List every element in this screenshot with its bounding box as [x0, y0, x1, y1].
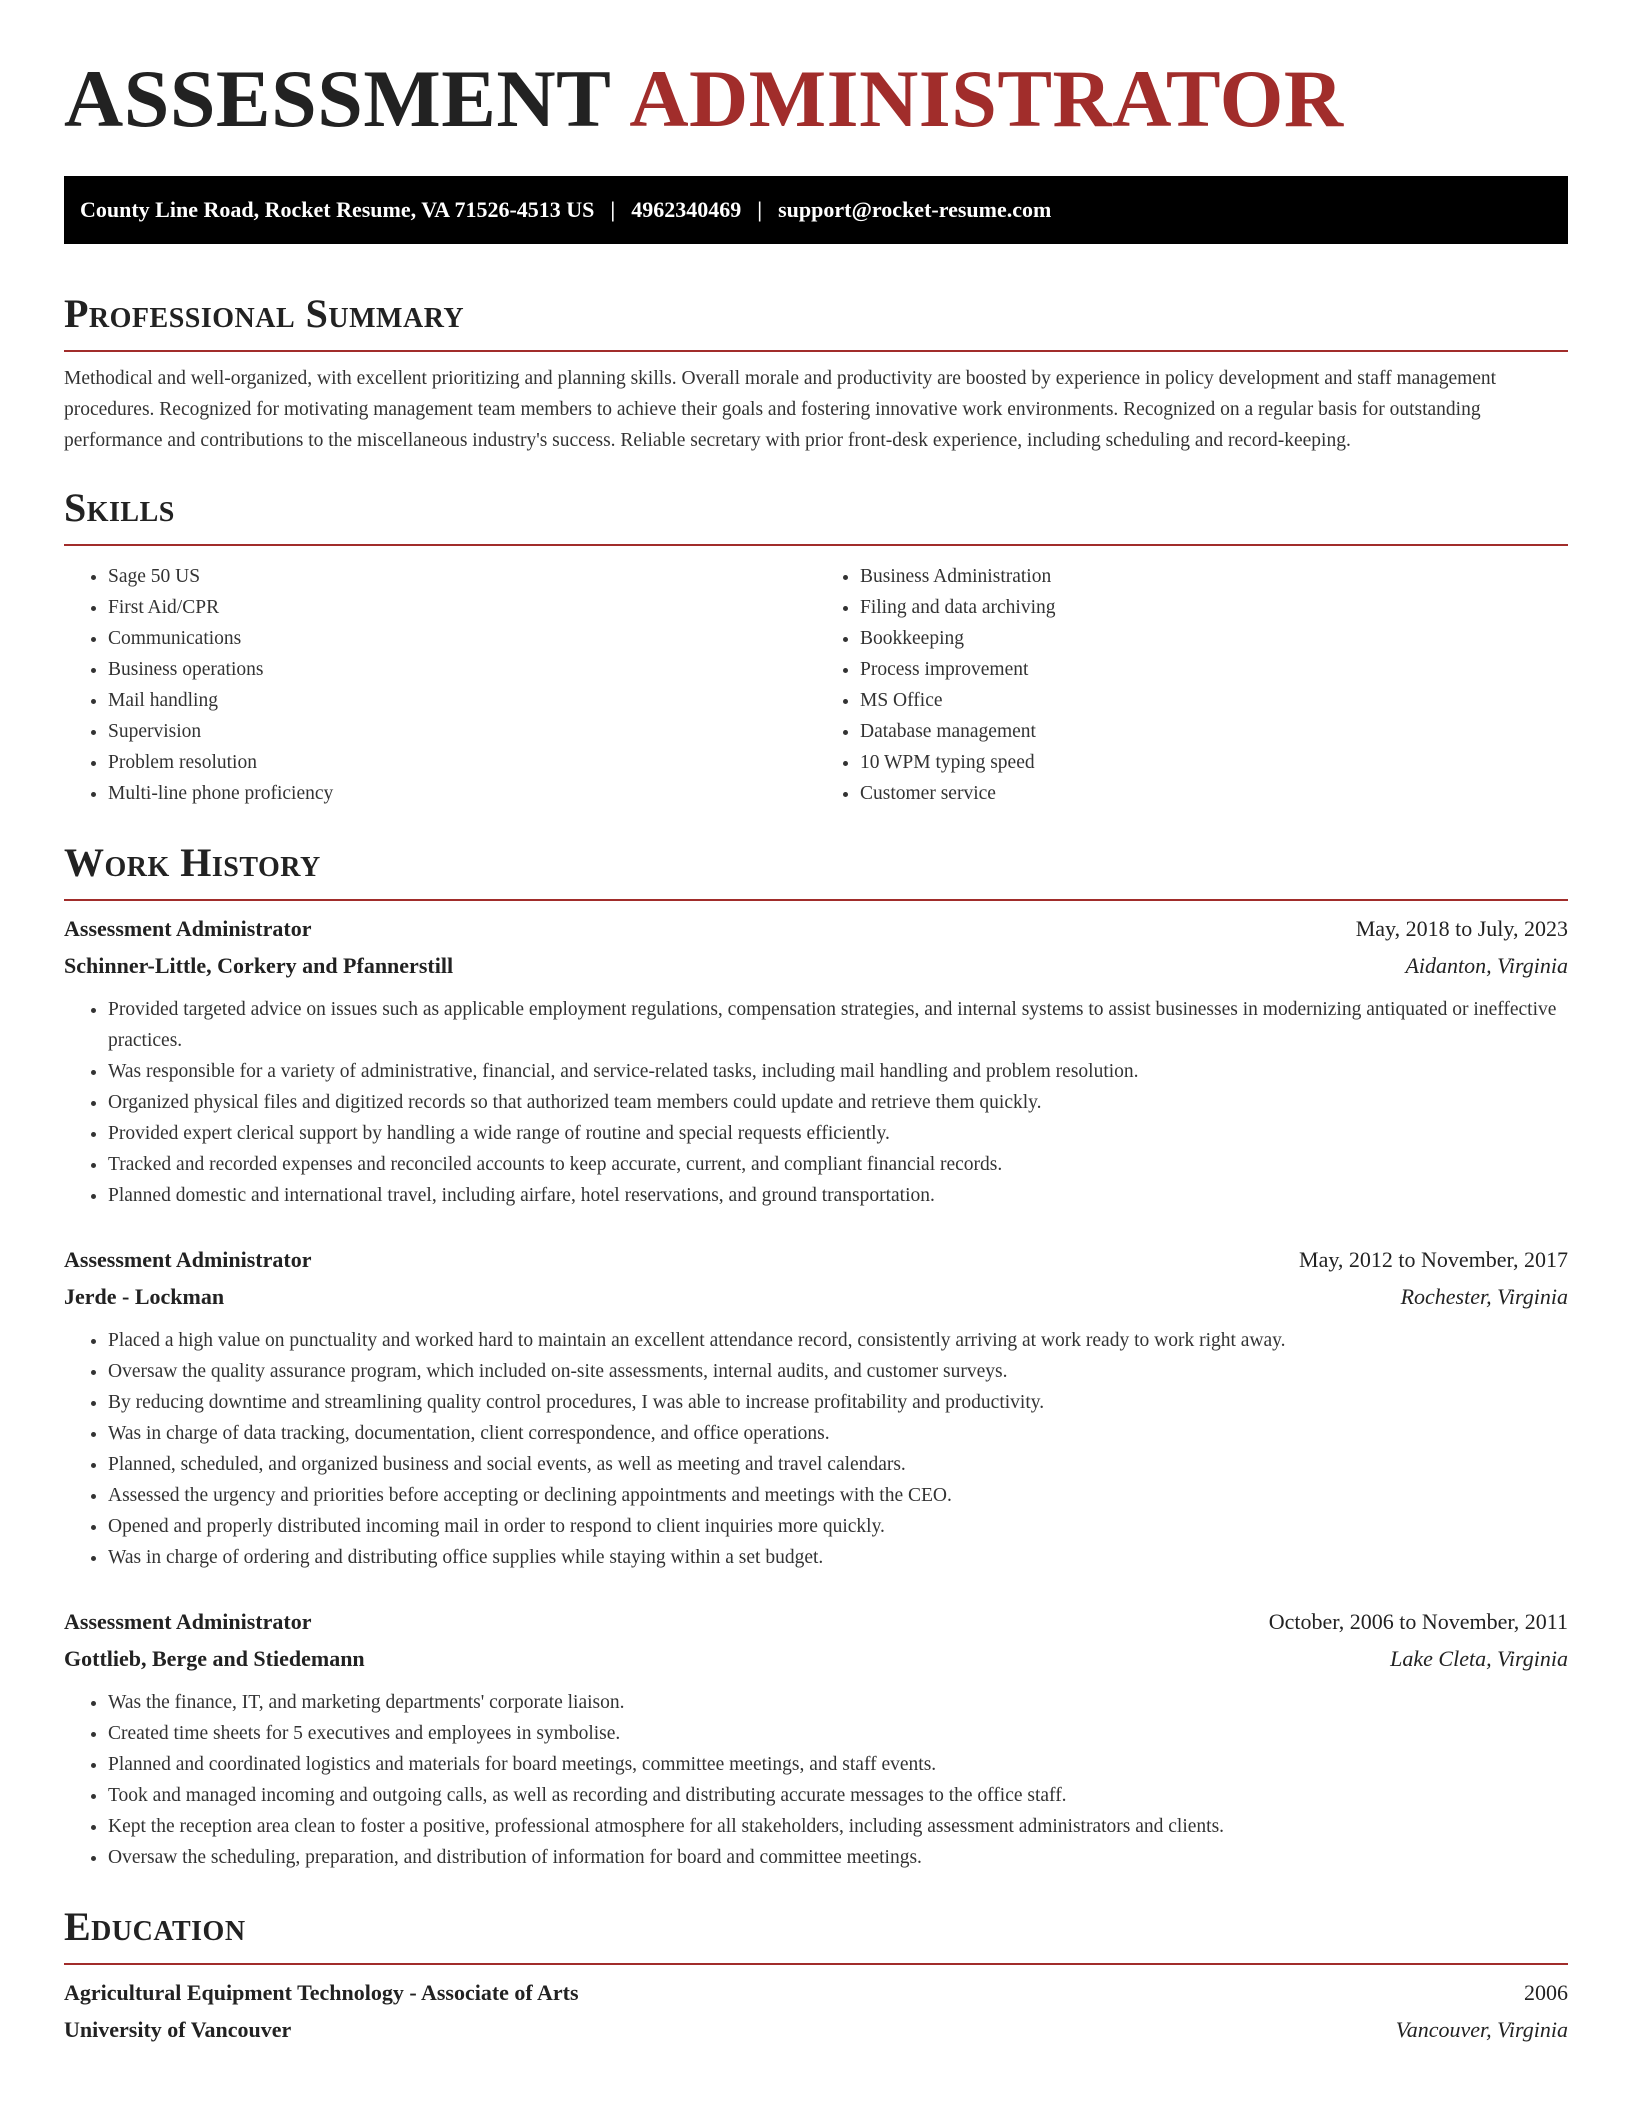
education-entry	[64, 1980, 1568, 2043]
job-duty: • Planned and coordinated logistics and materials for board meetings, committee meetings, and staff events.	[108, 1749, 1568, 1780]
job-company: Gottlieb, Berge and Stiedemann	[64, 1646, 365, 1671]
job-duty: • Oversaw the quality assurance program, which included on-site assessments, internal audits, and customer surveys.	[108, 1356, 1568, 1387]
education-divider	[64, 1963, 1568, 1965]
candidate-name	[64, 0, 1568, 176]
job-duties	[64, 994, 1568, 1211]
job-duties	[64, 1325, 1568, 1573]
skill-item: • Database management	[860, 716, 1568, 747]
job-company: Schinner-Little, Corkery and Pfannerstill	[64, 953, 454, 978]
skills-heading: Skills	[64, 485, 175, 530]
job-entry	[64, 916, 1568, 1211]
skills-column-right	[816, 561, 1568, 809]
job-title: Assessment Administrator	[64, 1609, 312, 1634]
job-duty: • Assessed the urgency and priorities before accepting or declining appointments and meetings with the CEO.	[108, 1480, 1568, 1511]
job-title: Assessment Administrator	[64, 1247, 312, 1272]
education-degree: Agricultural Equipment Technology - Associate of Arts	[64, 1980, 579, 2005]
skill-item: • Sage 50 US	[108, 561, 816, 592]
contact-email: support@rocket-resume.com	[778, 197, 1052, 222]
job-location: Rochester, Virginia	[1400, 1284, 1568, 1309]
job-duty: • Opened and properly distributed incoming mail in order to respond to client inquiries more quickly.	[108, 1511, 1568, 1542]
name-last: ADMINISTRATOR	[629, 53, 1344, 144]
job-duty: • Provided targeted advice on issues such as applicable employment regulations, compensation strategies, and internal systems to assist businesses in modernizing antiquated or ineffective practices.	[108, 994, 1568, 1056]
job-entry	[64, 1609, 1568, 1873]
job-subheader	[64, 953, 1568, 979]
work-divider	[64, 899, 1568, 901]
name-first: ASSESSMENT	[64, 53, 612, 144]
job-entry	[64, 1247, 1568, 1573]
job-subheader	[64, 1646, 1568, 1672]
skills-divider	[64, 544, 1568, 546]
contact-separator: |	[610, 197, 616, 222]
skill-item: • Process improvement	[860, 654, 1568, 685]
skill-item: • First Aid/CPR	[108, 592, 816, 623]
job-duty: • Was in charge of data tracking, documentation, client correspondence, and office operations.	[108, 1418, 1568, 1449]
skill-item: • Business operations	[108, 654, 816, 685]
job-company: Jerde - Lockman	[64, 1284, 225, 1309]
contact-phone: 4962340469	[631, 197, 742, 222]
education-location: Vancouver, Virginia	[1395, 2017, 1568, 2042]
job-duty: • Was the finance, IT, and marketing departments' corporate liaison.	[108, 1687, 1568, 1718]
job-duty: • Provided expert clerical support by handling a wide range of routine and special requests efficiently.	[108, 1118, 1568, 1149]
job-duty: • By reducing downtime and streamlining quality control procedures, I was able to increase profitability and productivity.	[108, 1387, 1568, 1418]
summary-text: Methodical and well-organized, with excellent prioritizing and planning skills. Overall morale and productivity are boosted by experience in policy development and staff management procedures. Recognized for motivating management team members to achieve their goals and fostering innovative work environments. Recognized on a regular basis for outstanding performance and contributions to the miscellaneous industry's success. Reliable secretary with prior front-desk experience, including scheduling and record-keeping.	[64, 368, 1497, 451]
skills-column-left	[64, 561, 816, 809]
job-dates: October, 2006 to November, 2011	[1268, 1609, 1568, 1634]
job-title: Assessment Administrator	[64, 916, 312, 941]
skill-item: • Communications	[108, 623, 816, 654]
skill-item: • MS Office	[860, 685, 1568, 716]
job-duty: • Organized physical files and digitized records so that authorized team members could update and retrieve them quickly.	[108, 1087, 1568, 1118]
summary-divider	[64, 350, 1568, 352]
job-duty: • Tracked and recorded expenses and reconciled accounts to keep accurate, current, and compliant financial records.	[108, 1149, 1568, 1180]
education-year: 2006	[1524, 1980, 1568, 2005]
job-header	[64, 916, 1568, 942]
contact-bar	[64, 176, 1568, 244]
job-duty: • Planned, scheduled, and organized business and social events, as well as meeting and travel calendars.	[108, 1449, 1568, 1480]
job-duties	[64, 1687, 1568, 1873]
skill-item: • Filing and data archiving	[860, 592, 1568, 623]
job-dates: May, 2012 to November, 2017	[1299, 1247, 1568, 1272]
job-duty: • Was responsible for a variety of administrative, financial, and service-related tasks, including mail handling and problem resolution.	[108, 1056, 1568, 1087]
skill-item: • Bookkeeping	[860, 623, 1568, 654]
skill-item: • Mail handling	[108, 685, 816, 716]
education-header	[64, 1980, 1568, 2006]
skill-item: • Business Administration	[860, 561, 1568, 592]
job-duty: • Took and managed incoming and outgoing calls, as well as recording and distributing accurate messages to the office staff.	[108, 1780, 1568, 1811]
education-school: University of Vancouver	[64, 2017, 292, 2042]
job-duty: • Placed a high value on punctuality and worked hard to maintain an excellent attendance record, consistently arriving at work ready to work right away.	[108, 1325, 1568, 1356]
job-duty: • Created time sheets for 5 executives and employees in symbolise.	[108, 1718, 1568, 1749]
skills-list	[64, 561, 1568, 809]
skill-item: • 10 WPM typing speed	[860, 747, 1568, 778]
job-subheader	[64, 1284, 1568, 1310]
job-duty: • Planned domestic and international travel, including airfare, hotel reservations, and ground transportation.	[108, 1180, 1568, 1211]
job-header	[64, 1609, 1568, 1635]
work-heading: Work History	[64, 840, 321, 885]
job-duty: • Oversaw the scheduling, preparation, and distribution of information for board and committee meetings.	[108, 1842, 1568, 1873]
contact-separator: |	[757, 197, 763, 222]
job-dates: May, 2018 to July, 2023	[1355, 916, 1568, 941]
summary-heading: Professional Summary	[64, 291, 465, 336]
skill-item: • Customer service	[860, 778, 1568, 809]
skill-item: • Problem resolution	[108, 747, 816, 778]
contact-address: County Line Road, Rocket Resume, VA 71526-4513 US	[80, 197, 595, 222]
education-subheader	[64, 2017, 1568, 2043]
skill-item: • Multi-line phone proficiency	[108, 778, 816, 809]
skill-item: • Supervision	[108, 716, 816, 747]
job-duty: • Kept the reception area clean to foster a positive, professional atmosphere for all stakeholders, including assessment administrators and clients.	[108, 1811, 1568, 1842]
job-header	[64, 1247, 1568, 1273]
education-heading: Education	[64, 1904, 246, 1949]
job-location: Lake Cleta, Virginia	[1390, 1646, 1568, 1671]
job-duty: • Was in charge of ordering and distributing office supplies while staying within a set budget.	[108, 1542, 1568, 1573]
job-location: Aidanton, Virginia	[1405, 953, 1568, 978]
